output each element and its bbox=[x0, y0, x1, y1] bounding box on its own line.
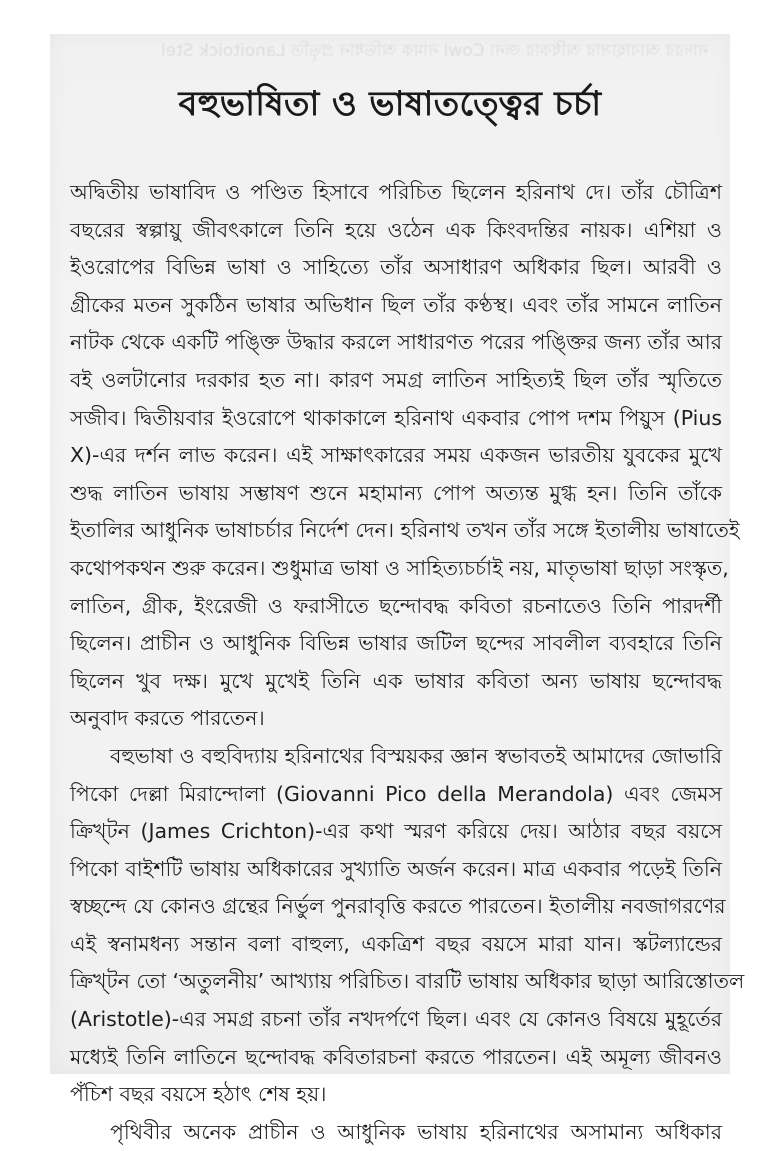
paragraph-3 bbox=[70, 1114, 722, 1151]
text-line: কথোপকথন শুরু করেন। শুধুমাত্র ভাষা ও সাহিত্যচর্চাই নয়, মাতৃভাষা ছাড়া সংস্কৃত, bbox=[70, 555, 729, 580]
text-line: বছরের স্বল্পায়ু জীবৎকালে তিনি হয়ে ওঠেন এক কিংবদন্তির নায়ক। এশিয়া ও bbox=[70, 217, 722, 242]
text-line: মধ্যেই তিনি লাতিনে ছন্দোবদ্ধ কবিতারচনা করতে পারতেন। এই অমূল্য জীবনও bbox=[70, 1044, 722, 1069]
text-line: পঁচিশ বছর বয়সে হঠাৎ শেষ হয়। bbox=[70, 1082, 327, 1107]
text-line: ছিলেন। প্রাচীন ও আধুনিক বিভিন্ন ভাষার জটিল ছন্দের সাবলীল ব্যবহারে তিনি bbox=[70, 631, 722, 656]
text-line: স্বচ্ছন্দে যে কোনও গ্রন্থের নির্ভুল পুনরাবৃত্তি করতে পারতেন। ইতালীয় নবজাগরণের bbox=[70, 894, 726, 919]
text-line: পিকো বাইশটি ভাষায় অধিকারের সুখ্যাতি অর্জন করেন। মাত্র একবার পড়েই তিনি bbox=[70, 856, 722, 881]
text-line: শুদ্ধ লাতিন ভাষায় সম্ভাষণ শুনে মহামান্য পোপ অত্যন্ত মুগ্ধ হন। তিনি তাঁকে bbox=[70, 480, 722, 505]
bleed-through-text: নাদরর আবাহাসার অধিকার জন্য Cowl নামক অভিধান প্রভৃতি Lanoitoick Stel bbox=[160, 41, 708, 61]
scanned-page bbox=[50, 34, 745, 1144]
text-line: ইওরোপের বিভিন্ন ভাষা ও সাহিত্যে তাঁর অসাধারণ অধিকার ছিল। আরবী ও bbox=[70, 255, 722, 280]
text-line: ছিলেন খুব দক্ষ। মুখে মুখেই তিনি এক ভাষার কবিতা অন্য ভাষায় ছন্দোবদ্ধ bbox=[70, 668, 722, 693]
text-line: অদ্বিতীয় ভাষাবিদ ও পণ্ডিত হিসাবে পরিচিত ছিলেন হরিনাথ দে। তাঁর চৌত্রিশ bbox=[70, 180, 722, 204]
text-line: গ্রীকের মতন সুকঠিন ভাষার অভিধান ছিল তাঁর কণ্ঠস্থ। এবং তাঁর সামনে লাতিন bbox=[70, 292, 722, 317]
text-line: সজীব। দ্বিতীয়বার ইওরোপে থাকাকালে হরিনাথ একবার পোপ দশম পিয়ুস (Pius bbox=[70, 405, 722, 430]
text-line: অনুবাদ করতে পারতেন। bbox=[70, 706, 265, 731]
text-line: বহুভাষা ও বহুবিদ্যায় হরিনাথের বিস্ময়কর জ্ঞান স্বভাবতই আমাদের জোভারি bbox=[110, 743, 722, 768]
paragraph-2 bbox=[70, 738, 745, 1114]
text-line: (Aristotle)-এর সমগ্র রচনা তাঁর নখদর্পণে ছিল। এবং যে কোনও বিষয়ে মুহূর্তের bbox=[70, 1007, 722, 1032]
paragraph-1 bbox=[70, 174, 740, 738]
text-line: এই স্বনামধন্য সন্তান বলা বাহুল্য, একত্রিশ বছর বয়সে মারা যান। স্কটল্যান্ডের bbox=[70, 931, 722, 956]
body-text bbox=[70, 174, 745, 1151]
text-line: নাটক থেকে একটি পঙ্ক্তি উদ্ধার করলে সাধারণত পরের পঙ্ক্তির জন্য তাঁর আর bbox=[70, 330, 722, 355]
text-line: ক্রিখ্টন তো ‘অতুলনীয়’ আখ্যায় পরিচিত। বারটি ভাষায় অধিকার ছাড়া আরিস্তোতল bbox=[70, 969, 745, 994]
page-title: বহুভাষিতা ও ভাষাতত্ত্বের চর্চা bbox=[178, 84, 602, 124]
text-line: বই ওলটানোর দরকার হত না। কারণ সমগ্র লাতিন সাহিত্যই ছিল তাঁর স্মৃতিতে bbox=[70, 367, 722, 392]
text-line: লাতিন, গ্রীক, ইংরেজী ও ফরাসীতে ছন্দোবদ্ধ কবিতা রচনাতেও তিনি পারদর্শী bbox=[70, 593, 722, 618]
text-line: X)-এর দর্শন লাভ করেন। এই সাক্ষাৎকারের সময় একজন ভারতীয় যুবকের মুখে bbox=[70, 443, 722, 468]
text-line: ক্রিখ্টন (James Crichton)-এর কথা স্মরণ করিয়ে দেয়। আঠার বছর বয়সে bbox=[70, 819, 722, 844]
text-line: ইতালির আধুনিক ভাষাচর্চার নির্দেশ দেন। হরিনাথ তখন তাঁর সঙ্গে ইতালীয় ভাষাতেই bbox=[70, 518, 740, 543]
text-line: পৃথিবীর অনেক প্রাচীন ও আধুনিক ভাষায় হরিনাথের অসামান্য অধিকার bbox=[110, 1119, 722, 1144]
text-line: পিকো দেল্লা মিরান্দোলা (Giovanni Pico della Merandola) এবং জেমস bbox=[70, 781, 722, 806]
